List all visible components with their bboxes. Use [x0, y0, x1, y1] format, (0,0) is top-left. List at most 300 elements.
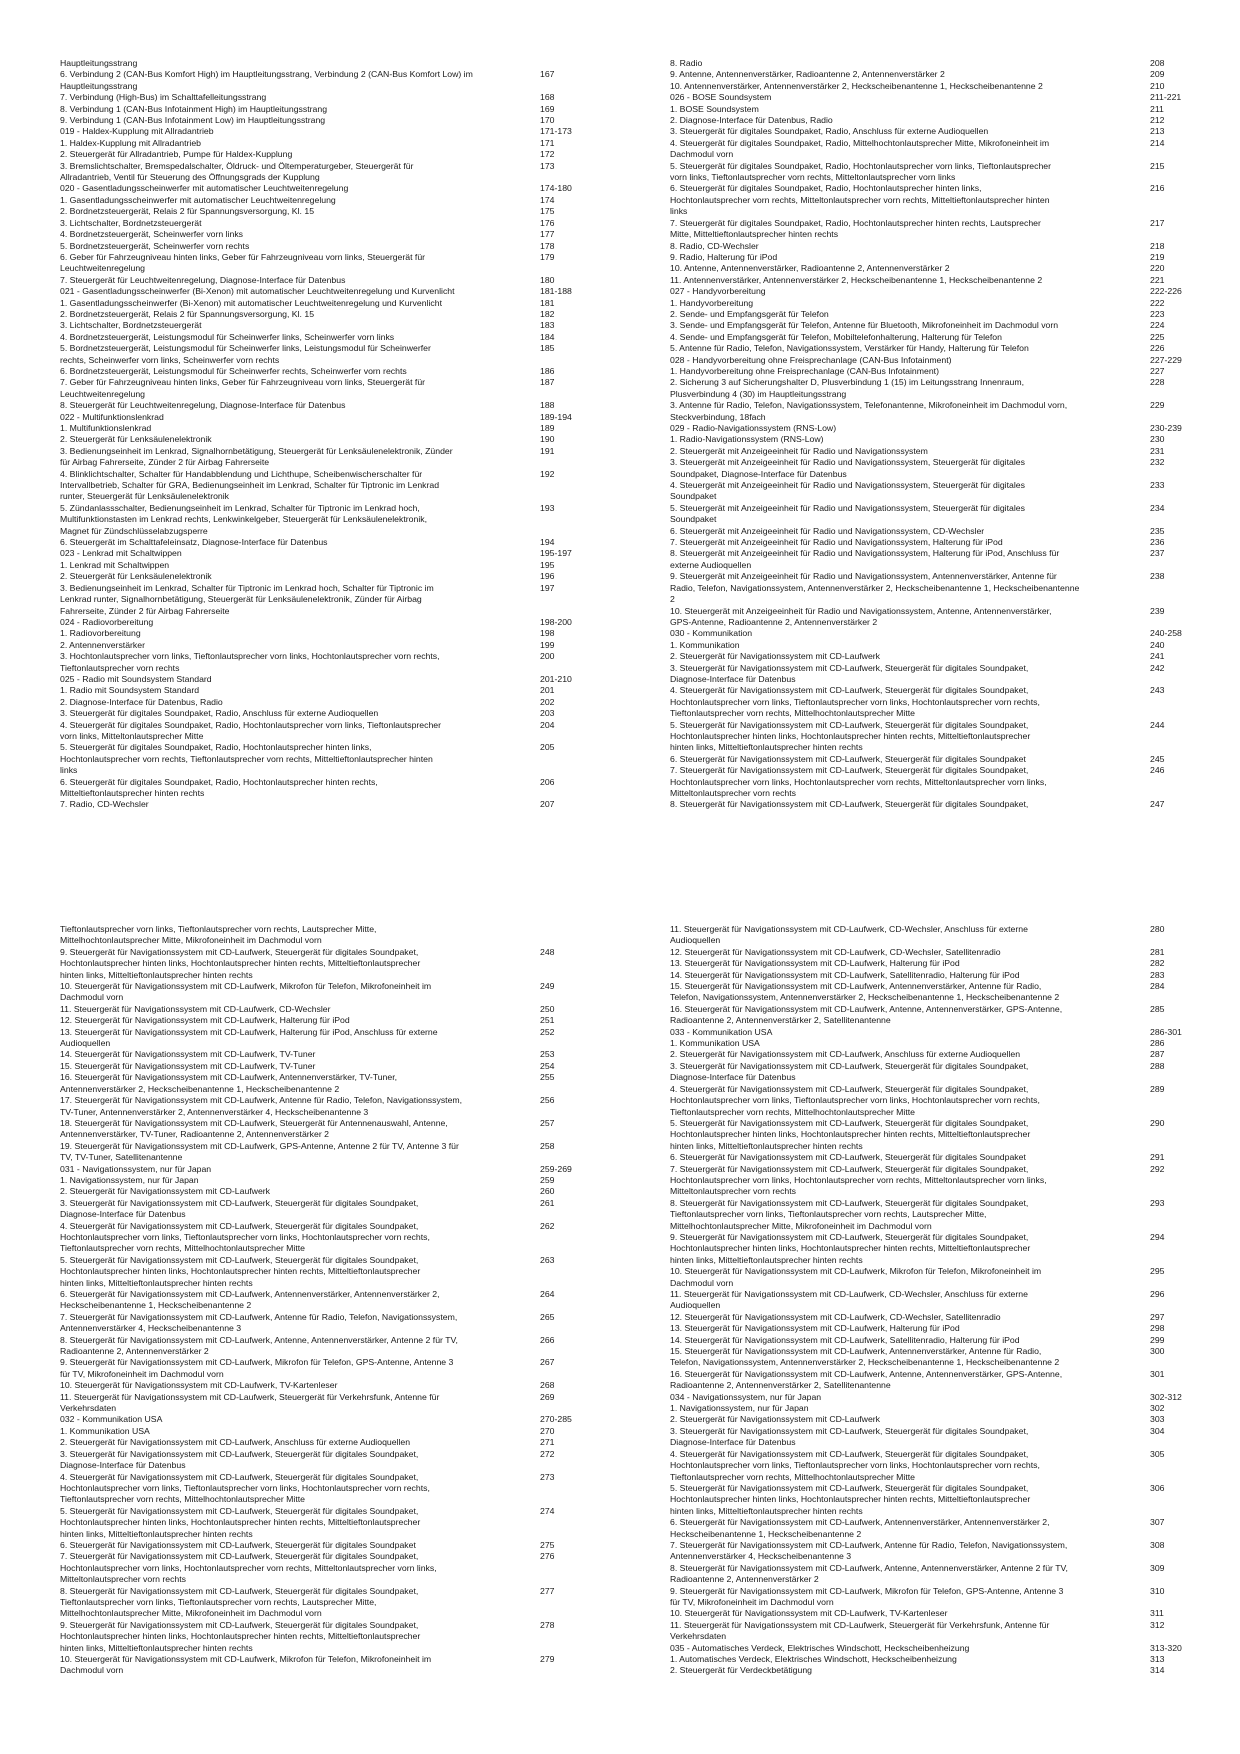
- toc-entry-text: Dachmodul vorn: [670, 1277, 734, 1288]
- toc-entry-text: 4. Bordnetzsteuergerät, Leistungsmodul für Scheinwerfer links, Scheinwerfer vorn links: [60, 331, 395, 342]
- toc-row: [60, 537, 595, 548]
- toc-entry-text: 7. Steuergerät für Navigationssystem mit CD-Laufwerk, Steuergerät für digitales Soundpaket,: [60, 1551, 419, 1562]
- toc-page-number: [540, 491, 595, 502]
- toc-page-number: [540, 355, 595, 366]
- toc-entry-text: Leuchtweitenregelung: [60, 263, 146, 274]
- toc-entry-text: 1. Automatisches Verdeck, Elektrisches Windschott, Heckscheibenheizung: [670, 1654, 957, 1664]
- toc-entry-text: hinten links, Mitteltieftonlautsprecher hinten rechts: [60, 1277, 253, 1288]
- toc-row: [670, 1152, 1205, 1163]
- toc-page-number: 227: [1150, 365, 1165, 376]
- toc-page-number: 308: [1150, 1539, 1165, 1550]
- toc-row: [60, 1004, 595, 1015]
- toc-row: [60, 503, 595, 514]
- toc-entry-text: Hochtonlautsprecher vorn links, Hochtonlautsprecher vorn rechts, Mitteltonlautsprecher vorn links,: [670, 776, 1047, 787]
- toc-entry-text: 019 - Haldex-Kupplung mit Allradantrieb: [60, 126, 214, 137]
- toc-row: [60, 309, 595, 320]
- toc-page-number: 302-312: [1150, 1391, 1182, 1402]
- toc-page-number: [1150, 1380, 1205, 1391]
- toc-entry-text: 4. Steuergerät für digitales Soundpaket, Radio, Hochtonlautsprecher vorn links, Tieftonlautsprecher: [60, 719, 442, 730]
- toc-entry-text: Diagnose-Interface für Datenbus: [60, 1460, 186, 1471]
- toc-row: [670, 320, 1205, 331]
- toc-page-number: [1150, 1278, 1205, 1289]
- toc-entry-text: 6. Geber für Fahrzeugniveau hinten links, Geber für Fahrzeugniveau vorn links, Steuergerät für: [60, 251, 426, 262]
- toc-row: [60, 1357, 595, 1368]
- toc-entry-text: 1. Navigationssystem, nur für Japan: [60, 1174, 199, 1185]
- toc-entry-text: Mitteltonlautsprecher vorn rechts: [670, 788, 797, 798]
- toc-row: [670, 309, 1205, 320]
- toc-entry-text: 5. Steuergerät für Navigationssystem mit CD-Laufwerk, Steuergerät für digitales Soundpaket,: [670, 1117, 1029, 1128]
- toc-page-number: [1150, 1460, 1205, 1471]
- toc-entry-text: 6. Verbindung 2 (CAN-Bus Komfort High) im Hauptleitungsstrang, Verbindung 2 (CAN-Bus Komfort Low) im: [60, 69, 473, 80]
- toc-page-number: 284: [1150, 981, 1165, 992]
- toc-page-number: 223: [1150, 308, 1165, 319]
- toc-page-number: 227-229: [1150, 354, 1182, 365]
- toc-row: [670, 1118, 1205, 1129]
- toc-row: [670, 1095, 1205, 1106]
- toc-row: [60, 1129, 595, 1140]
- toc-page-number: 278: [540, 1619, 555, 1630]
- toc-row: [670, 1574, 1205, 1585]
- toc-page-number: 258: [540, 1140, 555, 1151]
- toc-entry-text: 1. Lenkrad mit Schaltwippen: [60, 559, 170, 570]
- toc-entry-text: 035 - Automatisches Verdeck, Elektrisches Windschott, Heckscheibenheizung: [670, 1642, 970, 1653]
- toc-page-number: 187: [540, 377, 555, 388]
- toc-page-number: 298: [1150, 1323, 1165, 1334]
- toc-entry-text: Mitteltieftonlautsprecher hinten rechts: [60, 788, 205, 798]
- toc-page-number: 188: [540, 400, 555, 411]
- toc-page-number: 217: [1150, 217, 1165, 228]
- toc-page-number: [1150, 206, 1205, 217]
- toc-page-number: 301: [1150, 1368, 1165, 1379]
- toc-page-number: [540, 1346, 595, 1357]
- toc-entry-text: Tieftonlautsprecher vorn rechts, Mittelhochtonlautsprecher Mitte: [670, 1471, 915, 1482]
- toc-entry-text: Hochtonlautsprecher vorn links, Tieftonlautsprecher vorn links, Hochtonlautsprecher vorn rechts,: [670, 1460, 1040, 1471]
- toc-entry-text: 029 - Radio-Navigationssystem (RNS-Low): [670, 423, 837, 433]
- toc-page-number: [540, 58, 595, 69]
- toc-entry-text: für TV, Mikrofoneinheit im Dachmodul vorn: [60, 1368, 224, 1379]
- toc-entry-text: Hochtonlautsprecher vorn links, Hochtonlautsprecher vorn rechts, Mitteltonlautsprecher vorn links,: [670, 1174, 1047, 1185]
- toc-entry-text: 5. Zündanlassschalter, Bedienungseinheit im Lenkrad, Schalter für Tiptronic im Lenkrad hoch,: [60, 502, 420, 513]
- toc-row: [670, 138, 1205, 149]
- toc-row: [670, 1278, 1205, 1289]
- toc-row: [60, 1335, 595, 1346]
- toc-row: [60, 1392, 595, 1403]
- toc-row: [60, 1015, 595, 1026]
- toc-entry-text: 15. Steuergerät für Navigationssystem mit CD-Laufwerk, TV-Tuner: [60, 1060, 316, 1071]
- toc-page-number: 204: [540, 719, 555, 730]
- toc-entry-text: 7. Steuergerät für Navigationssystem mit CD-Laufwerk, Steuergerät für digitales Soundpaket,: [670, 765, 1029, 776]
- toc-entry-text: 2. Steuergerät für Lenksäulenelektronik: [60, 571, 212, 582]
- toc-row: [670, 765, 1205, 776]
- toc-row: [60, 138, 595, 149]
- toc-entry-text: 5. Bordnetzsteuergerät, Scheinwerfer vorn rechts: [60, 240, 250, 251]
- toc-page-number: [1150, 1597, 1205, 1608]
- toc-entry-text: 10. Steuergerät für Navigationssystem mit CD-Laufwerk, Mikrofon für Telefon, Mikrofoneinheit im: [60, 1654, 432, 1664]
- toc-entry-text: 023 - Lenkrad mit Schaltwippen: [60, 548, 182, 559]
- toc-entry-text: 3. Steuergerät für Navigationssystem mit CD-Laufwerk, Steuergerät für digitales Soundpaket,: [60, 1197, 419, 1208]
- toc-entry-text: 16. Steuergerät für Navigationssystem mit CD-Laufwerk, Antenne, Antennenverstärker, GPS-Antenne,: [670, 1003, 1063, 1014]
- toc-page-number: 287: [1150, 1049, 1165, 1060]
- toc-page-number: [1150, 788, 1205, 799]
- toc-entry-text: 3. Sende- und Empfangsgerät für Telefon, Antenne für Bluetooth, Mikrofoneinheit im Dachmodul vorn: [670, 320, 1059, 331]
- toc-row: [60, 1472, 595, 1483]
- toc-entry-text: 11. Steuergerät für Navigationssystem mit CD-Laufwerk, CD-Wechsler, Anschluss für externe: [670, 1289, 1028, 1299]
- toc-page-number: [1150, 195, 1205, 206]
- toc-page-number: [540, 514, 595, 525]
- toc-page-number: [540, 1483, 595, 1494]
- toc-page-number: 192: [540, 468, 555, 479]
- toc-row: [60, 491, 595, 502]
- toc-row: [60, 526, 595, 537]
- toc-row: [670, 1403, 1205, 1414]
- toc-page-number: [540, 958, 595, 969]
- toc-page-number: 200: [540, 651, 555, 662]
- toc-entry-text: 1. Radio mit Soundsystem Standard: [60, 685, 200, 696]
- toc-entry-text: 3. Steuergerät für Navigationssystem mit CD-Laufwerk, Steuergerät für digitales Soundpaket,: [670, 1060, 1029, 1071]
- toc-row: [670, 241, 1205, 252]
- toc-entry-text: 5. Steuergerät mit Anzeigeeinheit für Radio und Navigationssystem, Steuergerät für digitales: [670, 502, 1025, 513]
- toc-row: [60, 1049, 595, 1060]
- toc-entry-text: 1. Kommunikation USA: [60, 1425, 150, 1436]
- toc-page-number: 201: [540, 685, 555, 696]
- toc-page-number: 260: [540, 1186, 555, 1197]
- toc-entry-text: 2. Steuergerät mit Anzeigeeinheit für Radio und Navigationssystem: [670, 445, 928, 456]
- toc-page-number: [540, 594, 595, 605]
- toc-row: [670, 1483, 1205, 1494]
- toc-page-number: [1150, 1472, 1205, 1483]
- toc-entry-text: 3. Lichtschalter, Bordnetzsteuergerät: [60, 217, 202, 228]
- toc-page-number: [540, 1665, 595, 1676]
- toc-page-number: 304: [1150, 1425, 1165, 1436]
- toc-row: [60, 1631, 595, 1642]
- toc-row: [60, 685, 595, 696]
- toc-entry-text: 11. Steuergerät für Navigationssystem mit CD-Laufwerk, Steuergerät für Verkehrsfunk, Antenne für: [670, 1619, 1050, 1630]
- toc-page-number: 272: [540, 1448, 555, 1459]
- toc-row: [670, 1597, 1205, 1608]
- toc-row: [670, 1643, 1205, 1654]
- toc-entry-text: TV, TV-Tuner, Satellitenantenne: [60, 1152, 183, 1163]
- toc-row: [670, 617, 1205, 628]
- toc-page-number: 191: [540, 445, 555, 456]
- toc-entry-text: 11. Steuergerät für Navigationssystem mit CD-Laufwerk, CD-Wechsler, Anschluss für externe: [670, 924, 1028, 934]
- toc-entry-text: für TV, Mikrofoneinheit im Dachmodul vorn: [670, 1596, 834, 1607]
- toc-page-number: 286: [1150, 1038, 1165, 1049]
- toc-page-number: 225: [1150, 331, 1165, 342]
- toc-page-number: 206: [540, 776, 555, 787]
- toc-entry-text: Hochtonlautsprecher hinten links, Hochtonlautsprecher hinten rechts, Mitteltieftonlautsprecher: [670, 1243, 1031, 1254]
- toc-row: [670, 628, 1205, 639]
- toc-row: [60, 81, 595, 92]
- toc-page-number: 203: [540, 708, 555, 719]
- toc-page-number: 214: [1150, 137, 1165, 148]
- toc-page-number: [1150, 583, 1205, 594]
- toc-entry-text: Tieftonlautsprecher vorn rechts, Mittelhochtonlautsprecher Mitte: [670, 708, 915, 719]
- toc-row: [60, 58, 595, 69]
- toc-page-number: 261: [540, 1197, 555, 1208]
- toc-entry-text: links: [60, 765, 78, 776]
- toc-entry-text: 3. Steuergerät für Navigationssystem mit CD-Laufwerk, Steuergerät für digitales Soundpaket,: [670, 662, 1029, 673]
- toc-entry-text: 033 - Kommunikation USA: [670, 1026, 773, 1037]
- toc-entry-text: 030 - Kommunikation: [670, 628, 753, 639]
- toc-page-number: [540, 1403, 595, 1414]
- toc-row: [670, 161, 1205, 172]
- toc-page-number: [1150, 1506, 1205, 1517]
- toc-page-number: 248: [540, 946, 555, 957]
- toc-row: [60, 457, 595, 468]
- toc-entry-text: 7. Verbindung (High-Bus) im Schalttafelleitungsstrang: [60, 92, 267, 103]
- toc-row: [670, 1209, 1205, 1220]
- toc-page-number: [540, 1608, 595, 1619]
- toc-row: [60, 720, 595, 731]
- toc-row: [60, 366, 595, 377]
- toc-page-number: [1150, 1631, 1205, 1642]
- toc-page-number: [540, 970, 595, 981]
- toc-entry-text: 15. Steuergerät für Navigationssystem mit CD-Laufwerk, Antennenverstärker, Antenne für Radio,: [670, 1346, 1042, 1357]
- toc-row: [60, 548, 595, 559]
- toc-entry-text: 14. Steuergerät für Navigationssystem mit CD-Laufwerk, TV-Tuner: [60, 1049, 316, 1060]
- toc-page-number: 285: [1150, 1003, 1165, 1014]
- toc-entry-text: 3. Bremslichtschalter, Bremspedalschalter, Öldruck- und Öltemperaturgeber, Steuergerät für: [60, 160, 414, 171]
- toc-page-number: [1150, 1494, 1205, 1505]
- toc-row: [670, 275, 1205, 286]
- toc-entry-text: 3. Steuergerät für digitales Soundpaket, Radio, Anschluss für externe Audioquellen: [60, 708, 379, 719]
- toc-row: [60, 571, 595, 582]
- toc-page-number: 226: [1150, 343, 1165, 354]
- toc-entry-text: Tieftonlautsprecher vorn links, Tieftonlautsprecher vorn rechts, Lautsprecher Mitte,: [60, 1596, 377, 1607]
- toc-entry-text: Hochtonlautsprecher vorn links, Tieftonlautsprecher vorn links, Hochtonlautsprecher vorn rechts,: [670, 696, 1040, 707]
- toc-entry-text: 4. Blinklichtschalter, Schalter für Handabblendung und Lichthupe, Scheibenwischerschalter für: [60, 468, 423, 479]
- toc-row: [60, 514, 595, 525]
- toc-row: [60, 480, 595, 491]
- toc-row: [670, 1631, 1205, 1642]
- toc-row: [60, 1654, 595, 1665]
- toc-entry-text: Steckverbindung, 18fach: [670, 411, 766, 422]
- toc-entry-text: 032 - Kommunikation USA: [60, 1414, 163, 1425]
- toc-row: [670, 1175, 1205, 1186]
- toc-row: [60, 1152, 595, 1163]
- toc-entry-text: Hauptleitungsstrang: [60, 80, 138, 91]
- toc-entry-text: 7. Radio, CD-Wechsler: [60, 799, 149, 810]
- toc-row: [670, 1494, 1205, 1505]
- toc-entry-text: 2. Steuergerät für Navigationssystem mit CD-Laufwerk: [670, 1414, 881, 1425]
- toc-entry-text: 15. Steuergerät für Navigationssystem mit CD-Laufwerk, Antennenverstärker, Antenne für Radio,: [670, 981, 1042, 992]
- toc-block-top-right: [670, 58, 1205, 811]
- toc-row: [60, 1289, 595, 1300]
- toc-entry-text: 10. Antenne, Antennenverstärker, Radioantenne 2, Antennenverstärker 2: [670, 263, 950, 274]
- toc-entry-text: 7. Steuergerät für Navigationssystem mit CD-Laufwerk, Antenne für Radio, Telefon, Navigationssystem,: [60, 1311, 458, 1322]
- toc-page-number: 219: [1150, 251, 1165, 262]
- toc-page-number: [1150, 1107, 1205, 1118]
- toc-page-number: [1150, 560, 1205, 571]
- toc-page-number: [1150, 1551, 1205, 1562]
- toc-entry-text: 5. Steuergerät für digitales Soundpaket, Radio, Hochtonlautsprecher hinten links,: [60, 742, 372, 753]
- toc-row: [670, 81, 1205, 92]
- toc-entry-text: Dachmodul vorn: [670, 149, 734, 160]
- toc-page-number: 283: [1150, 969, 1165, 980]
- toc-row: [670, 720, 1205, 731]
- toc-page-number: [1150, 1300, 1205, 1311]
- toc-row: [60, 1278, 595, 1289]
- toc-entry-text: 2. Steuergerät für Allradantrieb, Pumpe für Haldex-Kupplung: [60, 149, 293, 160]
- toc-page-number: [540, 788, 595, 799]
- toc-page-number: [1150, 389, 1205, 400]
- toc-row: [670, 1266, 1205, 1277]
- toc-page-number: 221: [1150, 274, 1165, 285]
- toc-entry-text: Soundpaket: [670, 491, 717, 502]
- toc-row: [60, 1312, 595, 1323]
- toc-row: [670, 298, 1205, 309]
- toc-row: [60, 981, 595, 992]
- toc-page-number: [540, 480, 595, 491]
- toc-row: [60, 218, 595, 229]
- toc-row: [60, 1209, 595, 1220]
- toc-row: [60, 1403, 595, 1414]
- toc-row: [60, 183, 595, 194]
- toc-row: [670, 149, 1205, 160]
- toc-page-number: 167: [540, 69, 555, 80]
- toc-entry-text: 4. Steuergerät für Navigationssystem mit CD-Laufwerk, Steuergerät für digitales Soundpaket,: [670, 685, 1029, 696]
- toc-page-number: 244: [1150, 719, 1165, 730]
- toc-page-number: 197: [540, 582, 555, 593]
- toc-page-number: 234: [1150, 502, 1165, 513]
- toc-row: [60, 92, 595, 103]
- toc-entry-text: runter, Steuergerät für Lenksäulenelektronik: [60, 491, 230, 502]
- toc-row: [60, 1608, 595, 1619]
- toc-entry-text: 2. Sicherung 3 auf Sicherungshalter D, Plusverbindung 1 (15) im Leitungsstrang Innenraum,: [670, 377, 1024, 388]
- toc-page-number: 184: [540, 331, 555, 342]
- toc-row: [60, 1095, 595, 1106]
- toc-row: [670, 206, 1205, 217]
- toc-row: [670, 1061, 1205, 1072]
- toc-page-number: 288: [1150, 1060, 1165, 1071]
- toc-page-number: 210: [1150, 80, 1165, 91]
- toc-entry-text: Mittelhochtonlautsprecher Mitte, Mikrofoneinheit im Dachmodul vorn: [670, 1220, 932, 1231]
- toc-page-number: 259-269: [540, 1163, 572, 1174]
- toc-entry-text: 8. Steuergerät für Leuchtweitenregelung, Diagnose-Interface für Datenbus: [60, 400, 346, 411]
- toc-entry-text: 12. Steuergerät für Navigationssystem mit CD-Laufwerk, CD-Wechsler, Satellitenradio: [670, 1311, 1001, 1322]
- toc-entry-text: 11. Steuergerät für Navigationssystem mit CD-Laufwerk, Steuergerät für Verkehrsfunk, Antenne für: [60, 1391, 440, 1402]
- toc-page-number: [1150, 708, 1205, 719]
- toc-entry-text: 1. Radio-Navigationssystem (RNS-Low): [670, 434, 824, 445]
- toc-page-number: 180: [540, 274, 555, 285]
- toc-row: [670, 1369, 1205, 1380]
- toc-page-number: 193: [540, 502, 555, 513]
- toc-entry-text: 4. Steuergerät für Navigationssystem mit CD-Laufwerk, Steuergerät für digitales Soundpaket,: [60, 1471, 419, 1482]
- toc-entry-text: 7. Steuergerät für Leuchtweitenregelung, Diagnose-Interface für Datenbus: [60, 274, 346, 285]
- toc-page-number: 236: [1150, 537, 1165, 548]
- toc-page-number: [540, 1107, 595, 1118]
- toc-row: [60, 1369, 595, 1380]
- toc-entry-text: 2. Diagnose-Interface für Datenbus, Radio: [60, 696, 223, 707]
- toc-entry-text: 4. Steuergerät für Navigationssystem mit CD-Laufwerk, Steuergerät für digitales Soundpaket,: [60, 1220, 419, 1231]
- toc-page-number: [1150, 777, 1205, 788]
- toc-row: [60, 206, 595, 217]
- toc-page-number: 179: [540, 251, 555, 262]
- toc-page-number: 264: [540, 1289, 555, 1299]
- toc-row: [670, 788, 1205, 799]
- toc-entry-text: Verkehrsdaten: [60, 1403, 117, 1414]
- toc-entry-text: Hauptleitungsstrang: [60, 58, 138, 68]
- toc-entry-text: 10. Antennenverstärker, Antennenverstärker 2, Heckscheibenantenne 1, Heckscheibenantenne 2: [670, 80, 1043, 91]
- toc-entry-text: 021 - Gasentladungsscheinwerfer (Bi-Xenon) mit automatischer Leuchtweitenregelung und Kurvenlicht: [60, 286, 455, 297]
- toc-page-number: 282: [1150, 958, 1165, 969]
- toc-row: [60, 1300, 595, 1311]
- toc-entry-text: Diagnose-Interface für Datenbus: [670, 673, 796, 684]
- toc-page-number: 274: [540, 1505, 555, 1516]
- toc-entry-text: 5. Bordnetzsteuergerät, Leistungsmodul für Scheinwerfer links, Leistungsmodul für Scheinwerfer: [60, 343, 431, 354]
- toc-row: [670, 1346, 1205, 1357]
- toc-entry-text: Antennenverstärker 4, Heckscheibenantenne 3: [670, 1551, 852, 1562]
- toc-row: [670, 1300, 1205, 1311]
- toc-entry-text: Tieftonlautsprecher vorn rechts, Mittelhochtonlautsprecher Mitte: [60, 1243, 305, 1254]
- toc-row: [670, 1540, 1205, 1551]
- toc-row: [60, 1232, 595, 1243]
- toc-page-number: 295: [1150, 1266, 1165, 1277]
- toc-entry-text: 9. Steuergerät für Navigationssystem mit CD-Laufwerk, Steuergerät für digitales Soundpaket,: [60, 1619, 419, 1630]
- toc-row: [60, 1483, 595, 1494]
- toc-row: [60, 298, 595, 309]
- toc-row: [670, 1255, 1205, 1266]
- toc-page-number: [540, 1529, 595, 1540]
- toc-page-number: 228: [1150, 377, 1165, 388]
- toc-entry-text: 16. Steuergerät für Navigationssystem mit CD-Laufwerk, Antenne, Antennenverstärker, GPS-Antenne,: [670, 1368, 1063, 1379]
- toc-row: [60, 1460, 595, 1471]
- toc-page-number: [540, 765, 595, 776]
- toc-row: [670, 1392, 1205, 1403]
- toc-row: [60, 1426, 595, 1437]
- toc-row: [670, 799, 1205, 810]
- toc-row: [670, 1289, 1205, 1300]
- toc-entry-text: Tieftonlautsprecher vorn rechts, Mittelhochtonlautsprecher Mitte: [60, 1494, 305, 1505]
- toc-row: [60, 1198, 595, 1209]
- toc-entry-text: Hochtonlautsprecher vorn links, Tieftonlautsprecher vorn links, Hochtonlautsprecher vorn rechts,: [60, 1482, 430, 1493]
- toc-entry-text: 1. Handyvorbereitung: [670, 297, 754, 308]
- toc-row: [60, 1107, 595, 1118]
- toc-entry-text: Mitte, Mitteltieftonlautsprecher hinten rechts: [670, 229, 839, 240]
- toc-row: [60, 1665, 595, 1676]
- toc-entry-text: 3. Bedienungseinheit im Lenkrad, Schalter für Tiptronic im Lenkrad hoch, Schalter für Tiptronic im: [60, 582, 434, 593]
- toc-row: [670, 1665, 1205, 1676]
- toc-entry-text: hinten links, Mitteltieftonlautsprecher hinten rechts: [670, 1254, 863, 1265]
- toc-entry-text: 3. Lichtschalter, Bordnetzsteuergerät: [60, 320, 202, 331]
- toc-entry-text: 031 - Navigationssystem, nur für Japan: [60, 1163, 212, 1174]
- toc-row: [670, 1164, 1205, 1175]
- toc-page-number: [1150, 742, 1205, 753]
- toc-page-number: 232: [1150, 457, 1165, 468]
- toc-entry-text: 9. Steuergerät für Navigationssystem mit CD-Laufwerk, Mikrofon für Telefon, GPS-Antenne, Antenne 3: [670, 1585, 1064, 1596]
- toc-entry-text: hinten links, Mitteltieftonlautsprecher hinten rechts: [60, 969, 253, 980]
- toc-entry-text: 1. Kommunikation: [670, 639, 740, 650]
- toc-entry-text: 8. Radio, CD-Wechsler: [670, 240, 759, 251]
- toc-entry-text: Hochtonlautsprecher vorn links, Tieftonlautsprecher vorn links, Hochtonlautsprecher vorn rechts,: [670, 1095, 1040, 1106]
- toc-row: [60, 1529, 595, 1540]
- toc-page-number: 222: [1150, 297, 1165, 308]
- toc-entry-text: 4. Bordnetzsteuergerät, Scheinwerfer vorn links: [60, 229, 244, 240]
- toc-row: [60, 1380, 595, 1391]
- toc-entry-text: 1. Kommunikation USA: [670, 1038, 760, 1049]
- toc-entry-text: 7. Steuergerät für Navigationssystem mit CD-Laufwerk, Antenne für Radio, Telefon, Navigationssystem,: [670, 1539, 1068, 1550]
- toc-row: [60, 1186, 595, 1197]
- toc-page-number: [1150, 1529, 1205, 1540]
- toc-entry-text: 1. Gasentladungsscheinwerfer mit automatischer Leuchtweitenregelung: [60, 194, 336, 205]
- toc-page-number: [1150, 229, 1205, 240]
- toc-row: [670, 377, 1205, 388]
- toc-entry-text: 8. Verbindung 1 (CAN-Bus Infotainment High) im Hauptleitungsstrang: [60, 103, 328, 114]
- toc-row: [60, 252, 595, 263]
- toc-row: [670, 1437, 1205, 1448]
- toc-page-number: [540, 1597, 595, 1608]
- toc-page-number: 230: [1150, 434, 1165, 445]
